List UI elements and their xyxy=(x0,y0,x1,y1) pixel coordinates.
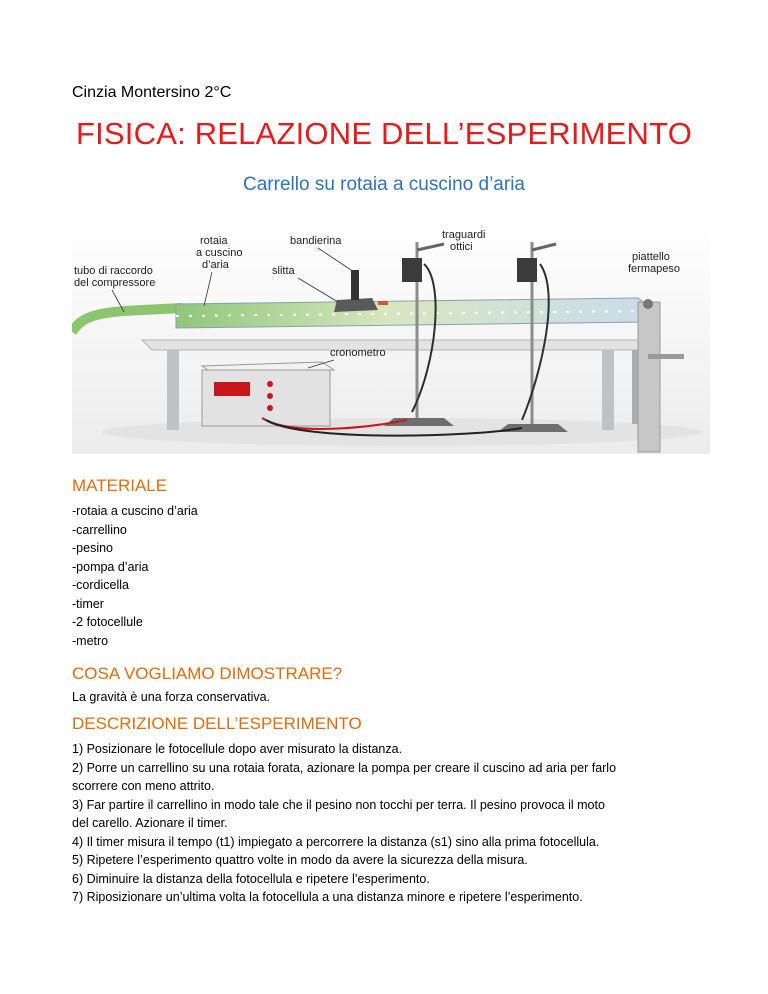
list-item: -pesino xyxy=(72,541,113,555)
apparatus-illustration xyxy=(72,222,710,454)
label-traguardi-2: ottici xyxy=(450,241,473,253)
label-rotaia-3: d’aria xyxy=(202,259,229,271)
pulley xyxy=(643,299,653,309)
materials-list xyxy=(72,502,198,650)
description-line: scorrere con meno attrito. xyxy=(72,779,215,793)
list-item: -metro xyxy=(72,633,109,648)
label-slitta: slitta xyxy=(272,265,295,277)
label-tubo-1: tubo di raccordo xyxy=(74,265,153,277)
description-line: 5) Ripetere l’esperimento quattro volte in modo da avere la sicurezza della misura. xyxy=(72,853,528,867)
end-stand xyxy=(638,302,660,452)
description-line: 2) Porre un carrellino su una rotaia forata, azionare la pompa per creare il cuscino ad aria per farlo xyxy=(72,760,617,775)
list-item: -timer xyxy=(72,596,104,611)
table-leg-right xyxy=(602,350,614,430)
list-item: -rotaia a cuscino d’aria xyxy=(72,504,198,518)
label-piattello-2: fermapeso xyxy=(628,263,680,275)
list-item: -2 fotocellule xyxy=(72,615,143,629)
description-line: 1) Posizionare le fotocellule dopo aver misurato la distanza. xyxy=(72,742,403,756)
list-item: -carrellino xyxy=(72,522,127,537)
description-line: del carello. Azionare il timer. xyxy=(72,816,228,830)
label-rotaia-2: a cuscino xyxy=(196,247,243,259)
heading-dimostrare: COSA VOGLIAMO DIMOSTRARE? xyxy=(72,664,343,683)
label-rotaia-1: rotaia xyxy=(200,235,228,247)
list-item: -cordicella xyxy=(72,578,129,592)
heading-descrizione: DESCRIZIONE DELL’ESPERIMENTO xyxy=(72,714,362,733)
description-line: 3) Far partire il carrellino in modo tale che il pesino non tocchi per terra. Il pesino provoca il moto xyxy=(72,797,605,812)
page-subtitle: Carrello su rotaia a cuscino d’aria xyxy=(243,174,525,195)
label-tubo-2: del compressore xyxy=(74,277,156,289)
description-line: 7) Riposizionare un’ultima volta la fotocellula a una distanza minore e ripetere l’esperimento. xyxy=(72,890,583,904)
label-traguardi-1: traguardi xyxy=(442,229,486,241)
list-item: -pompa d’aria xyxy=(72,559,149,574)
stopwatch-display xyxy=(214,382,250,396)
cart-tip xyxy=(378,301,388,305)
label-piattello-1: piattello xyxy=(632,251,670,263)
label-cronometro: cronometro xyxy=(330,347,386,359)
label-bandierina: bandierina xyxy=(290,235,342,247)
cart xyxy=(334,298,378,312)
description-steps xyxy=(72,740,702,907)
weight-plate xyxy=(648,354,684,359)
description-line: 6) Diminuire la distanza della fotocellula e ripetere l’esperimento. xyxy=(72,871,430,886)
table-top xyxy=(142,340,658,350)
table-leg-left xyxy=(167,350,179,430)
page-title: FISICA: RELAZIONE DELL’ESPERIMENTO xyxy=(75,116,693,151)
cart-flag xyxy=(351,270,359,300)
heading-materiale: MATERIALE xyxy=(72,476,168,495)
author-line: Cinzia Montersino 2°C xyxy=(72,84,232,101)
description-line: 4) Il timer misura il tempo (t1) impiegato a percorrere la distanza (s1) sino alla prima fotocellula. xyxy=(72,834,600,849)
dimostrare-text: La gravità è una forza conservativa. xyxy=(72,690,271,704)
